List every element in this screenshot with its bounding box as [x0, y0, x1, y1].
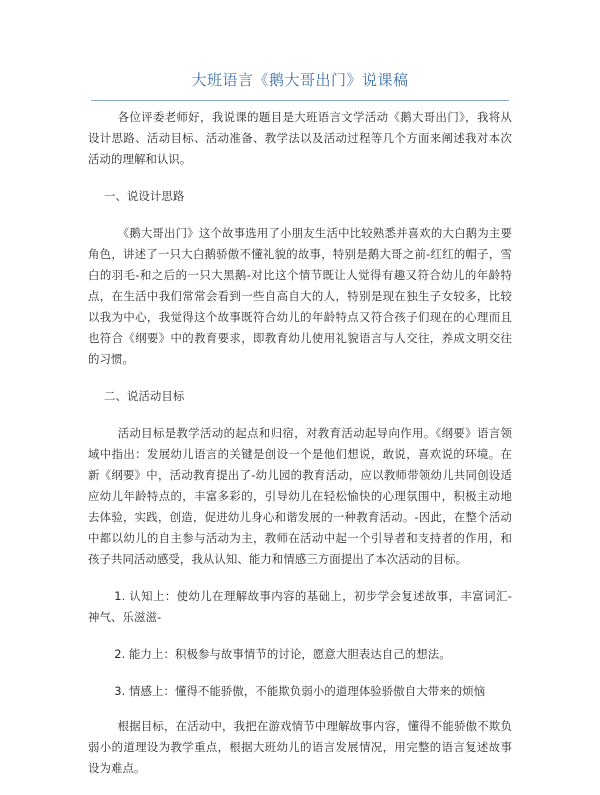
- section-heading-goals: 二、说活动目标: [103, 389, 185, 403]
- document-title: 大班语言《鹅大哥出门》说课稿: [191, 71, 409, 89]
- intro-paragraph: 各位评委老师好，我说课的题目是大班语言文学活动《鹅大哥出门》，我将从设计思路、活动目标、活动准备、教学法以及活动过程等几个方面来阐述我对本次活动的理解和认识。: [88, 110, 512, 166]
- title-divider: [91, 100, 509, 101]
- closing-paragraph: 根据目标，在活动中，我把在游戏情节中理解故事内容，懂得不能骄傲不欺负弱小的道理设为教学重点，根据大班幼儿的语言发展情况，用完整的语言复述故事设为难点。: [88, 719, 512, 775]
- document-body: [88, 107, 512, 795]
- section-heading-design: 一、说设计思路: [103, 189, 185, 203]
- goals-paragraph: 活动目标是教学活动的起点和归宿，对教育活动起导向作用。《纲要》语言领域中指出：发展幼儿语言的关键是创设一个是他们想说，敢说，喜欢说的环境。在新《纲要》中，活动教育提出了-幼儿园的教育活动，应以教师带领幼儿共同创设适应幼儿年龄特点的，丰富多彩的，引导幼儿在轻松愉快的心理氛围中，积极主动地去体验，实践，创造，促进幼儿身心和谐发展的一种教育活动。-因此，在整个活动中都以幼儿的自主参与活动为主，教师在活动中起一个引导者和支持者的作用，和孩子共同活动感受，我从认知、能力和情感三方面提出了本次活动的目标。: [88, 426, 512, 566]
- goal-item-emotion: 3. 情感上：懂得不能骄傲，不能欺负弱小的道理体验骄傲自大带来的烦恼: [114, 684, 486, 698]
- goal-item-ability: 2. 能力上：积极参与故事情节的讨论，愿意大胆表达自己的想法。: [114, 647, 451, 661]
- design-paragraph: 《鹅大哥出门》这个故事选用了小朋友生活中比较熟悉并喜欢的大白鹅为主要角色，讲述了一只大白鹅骄傲不懂礼貌的故事，特别是鹅大哥之前-红红的帽子，雪白的羽毛-和之后的一只大黑鹅-对比这个情节既让人觉得有趣又符合幼儿的年龄特点，在生活中我们常常会看到一些自高自大的人，特别是现在独生子女较多，比较以我为中心，我觉得这个故事既符合幼儿的年龄特点又符合孩子们现在的心理而且也符合《纲要》中的教育要求，即教育幼儿使用礼貌语言与人交往，养成文明交往的习惯。: [88, 226, 512, 366]
- goal-item-cognitive: 1. 认知上：使幼儿在理解故事内容的基础上，初步学会复述故事，丰富词汇-神气、乐滋滋-: [88, 589, 512, 624]
